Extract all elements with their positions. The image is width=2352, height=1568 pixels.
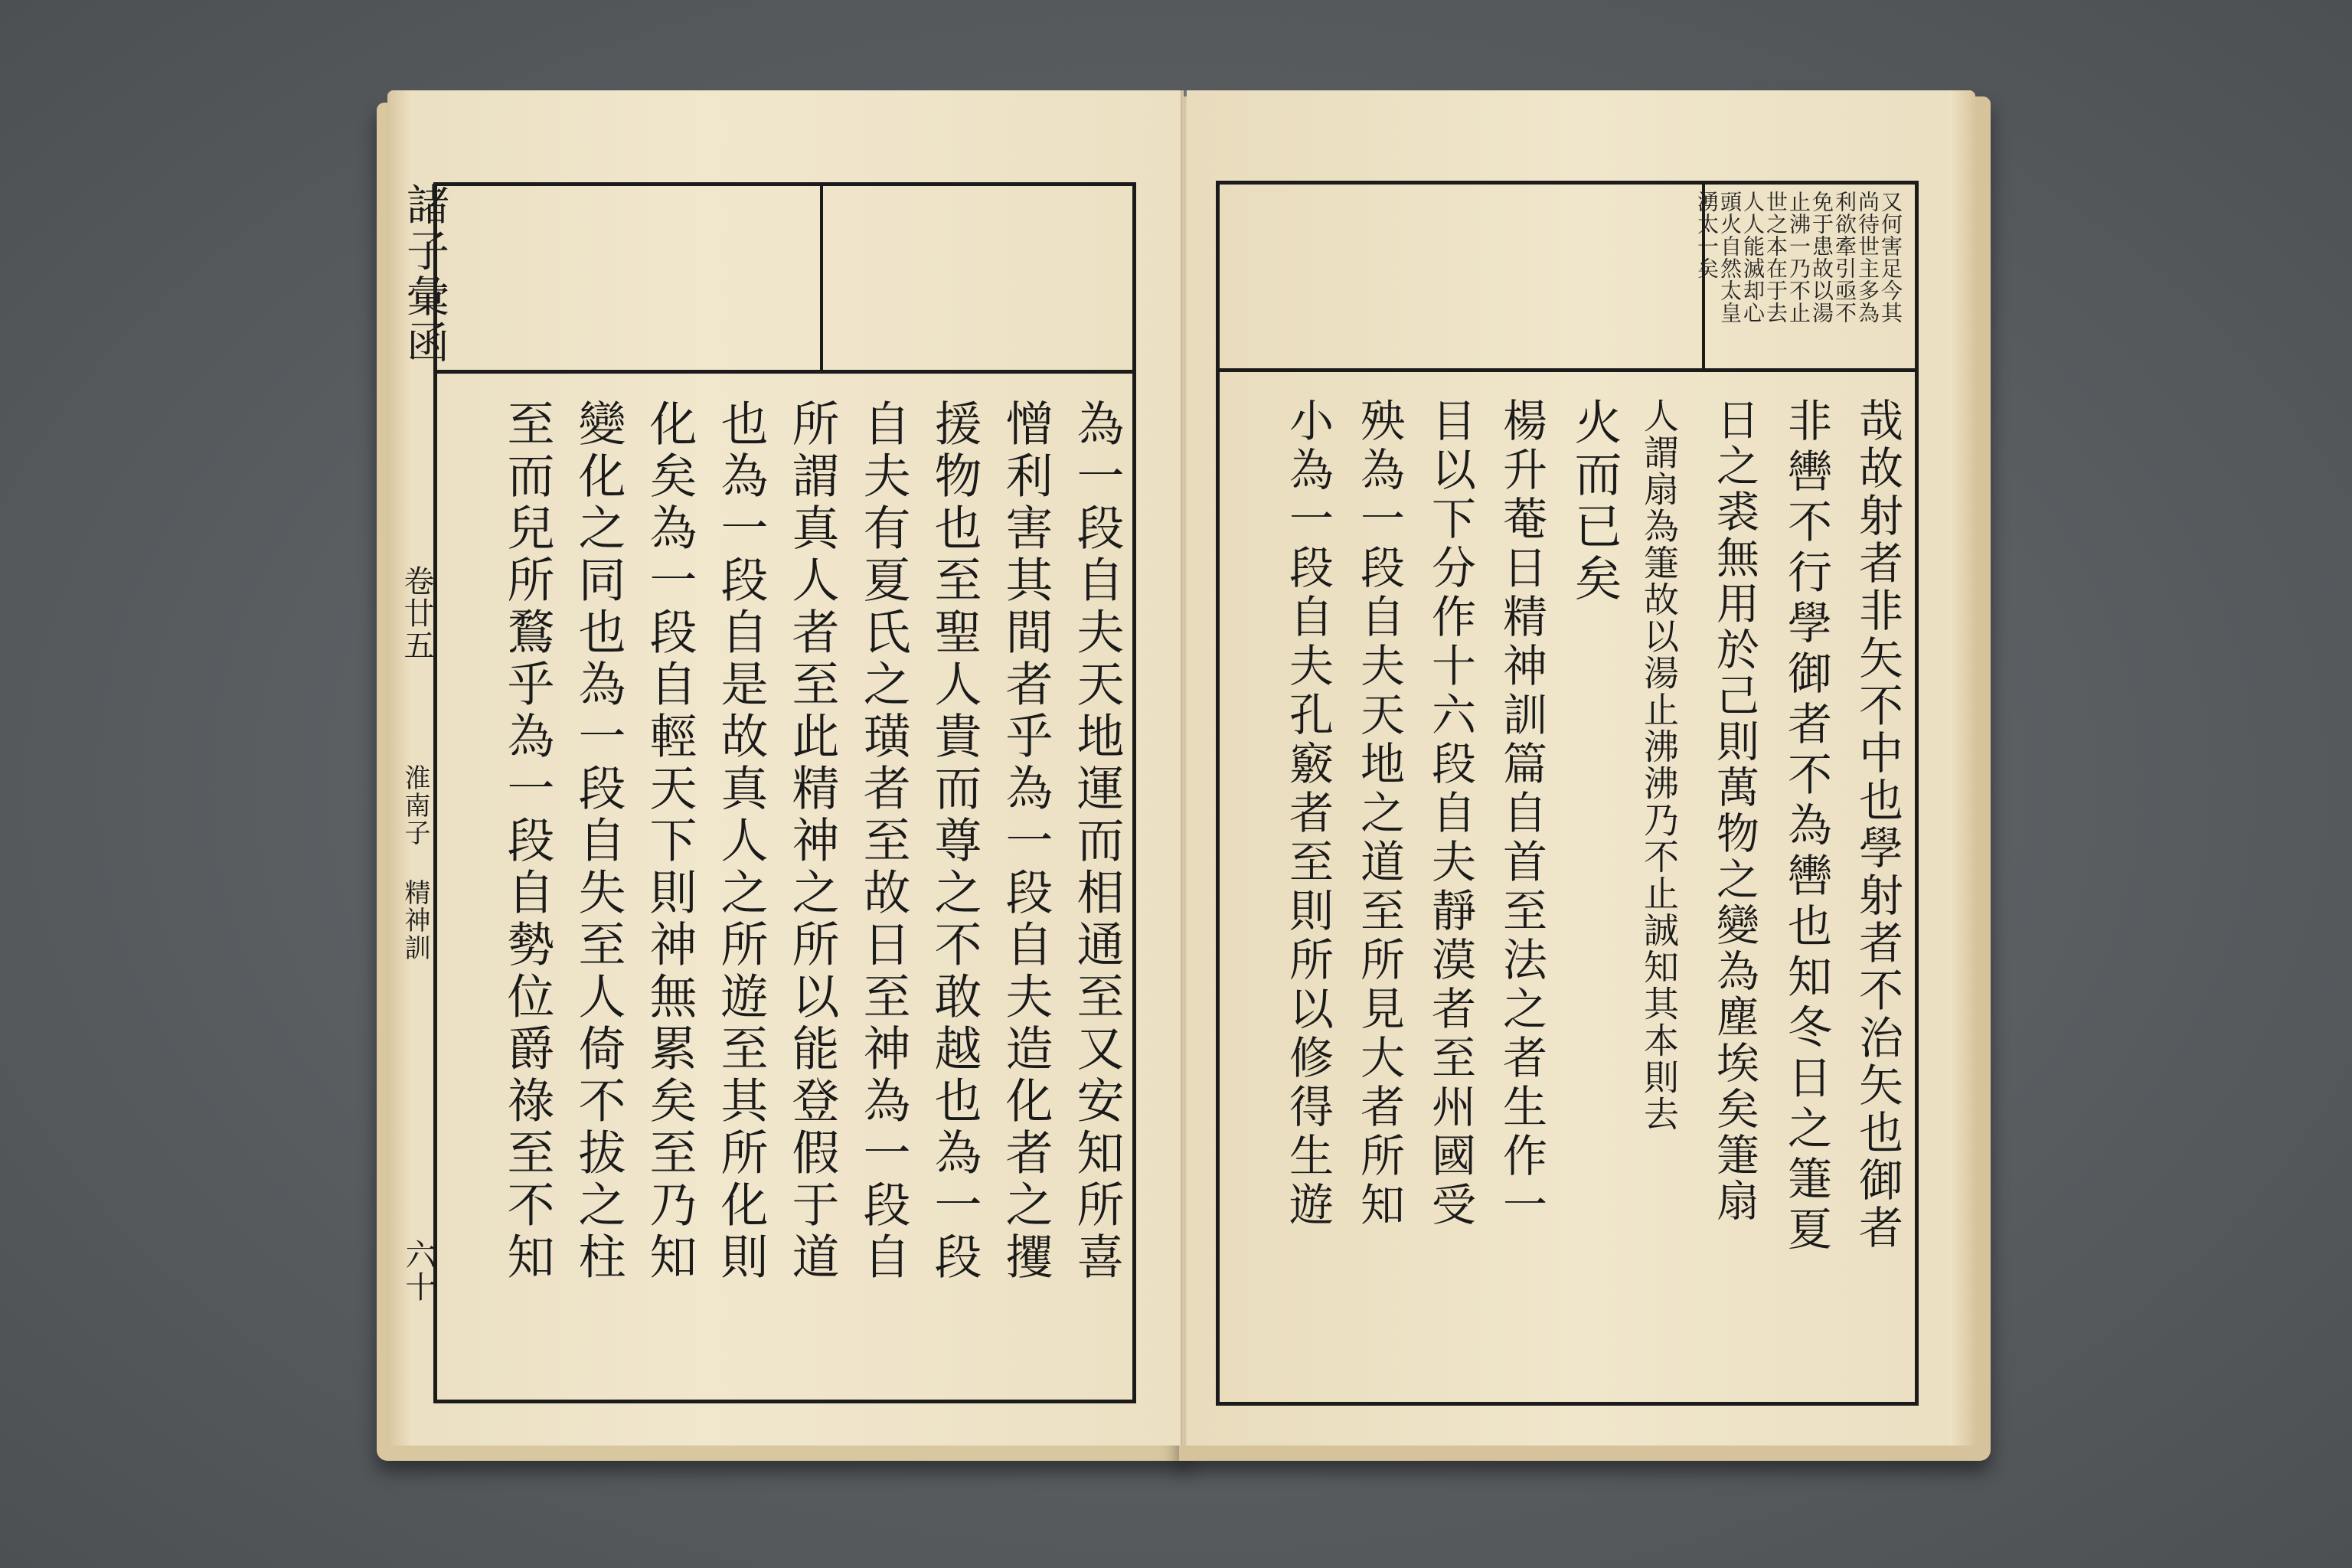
left-page [387, 90, 1184, 1446]
text-column-3: 援物也至聖人貴而尊之不敢越也為一段 [926, 399, 982, 1284]
text-column-1: 哉故射者非矢不中也學射者不治矢也御者 [1851, 397, 1903, 1252]
right-page [1187, 90, 1975, 1446]
right-page-frame [1216, 181, 1919, 1406]
text-column-2: 憎利害其間者乎為一段自夫造化者之攫 [998, 399, 1054, 1284]
commentary-column-9: 湧太一矣 [1694, 191, 1720, 279]
commentary-column-4: 免于患故以湯 [1809, 191, 1834, 324]
text-column-4: 人謂扇為箑故以湯止沸沸乃不止誠知其本則去 [1638, 397, 1680, 1132]
commentary-column-5: 止沸一乃不止 [1786, 191, 1811, 324]
left-page-frame [433, 182, 1136, 1403]
commentary-column-2: 尚待世主多為 [1855, 191, 1880, 324]
text-column-1: 為一段自夫天地運而相通至又安知所喜 [1069, 399, 1125, 1284]
text-column-6: 也為一段自是故真人之所遊至其所化則 [713, 399, 769, 1284]
open-book [377, 90, 1991, 1461]
text-column-5: 火而已矣 [1566, 397, 1622, 606]
text-column-3: 日之裘無用於己則萬物之變為塵埃矣箑扇 [1710, 397, 1759, 1224]
left-commentary-band [437, 186, 1132, 371]
text-column-9: 至而兒所鶩乎為一段自勢位爵祿至不知 [499, 399, 555, 1284]
commentary-column-3: 利欲牽引亟不 [1832, 191, 1857, 324]
text-column-2: 非轡不行學御者不為轡也知冬日之箑夏 [1780, 397, 1832, 1256]
band-rule [1220, 368, 1915, 372]
text-column-7: 化矣為一段自輕天下則神無累矣至乃知 [642, 399, 697, 1284]
text-column-9: 小為一段自夫孔竅者至則所以修得生遊 [1282, 397, 1334, 1230]
right-commentary-band [1220, 185, 1915, 370]
book-title: 諸子彙函 [400, 182, 449, 366]
commentary-column-1: 又何害足今其 [1878, 191, 1903, 324]
right-page-edge [1949, 90, 1975, 1446]
commentary-column-6: 世之本在于去 [1763, 191, 1788, 324]
text-column-8: 殃為一段自夫天地之道至所見大者所知 [1353, 397, 1405, 1230]
band-divider [820, 186, 823, 371]
section-label: 淮南子 精神訓 [400, 764, 430, 962]
text-column-4: 自夫有夏氏之璜者至故日至神為一段自 [855, 399, 911, 1284]
commentary-column-8: 頭火自然太皇 [1717, 191, 1743, 324]
volume-label: 卷廿五 [399, 565, 434, 662]
folio-number: 六十 [400, 1239, 436, 1303]
commentary-column-7: 人人能滅却心 [1740, 191, 1766, 324]
band-rule [437, 370, 1132, 374]
text-column-5: 所謂真人者至此精神之所以能登假于道 [784, 399, 840, 1284]
text-column-8: 變化之同也為一段自失至人倚不拔之柱 [570, 399, 626, 1284]
text-column-6: 楊升菴日精神訓篇自首至法之者生作一 [1495, 397, 1547, 1230]
text-column-7: 目以下分作十六段自夫靜漠者至州國受 [1424, 397, 1476, 1230]
